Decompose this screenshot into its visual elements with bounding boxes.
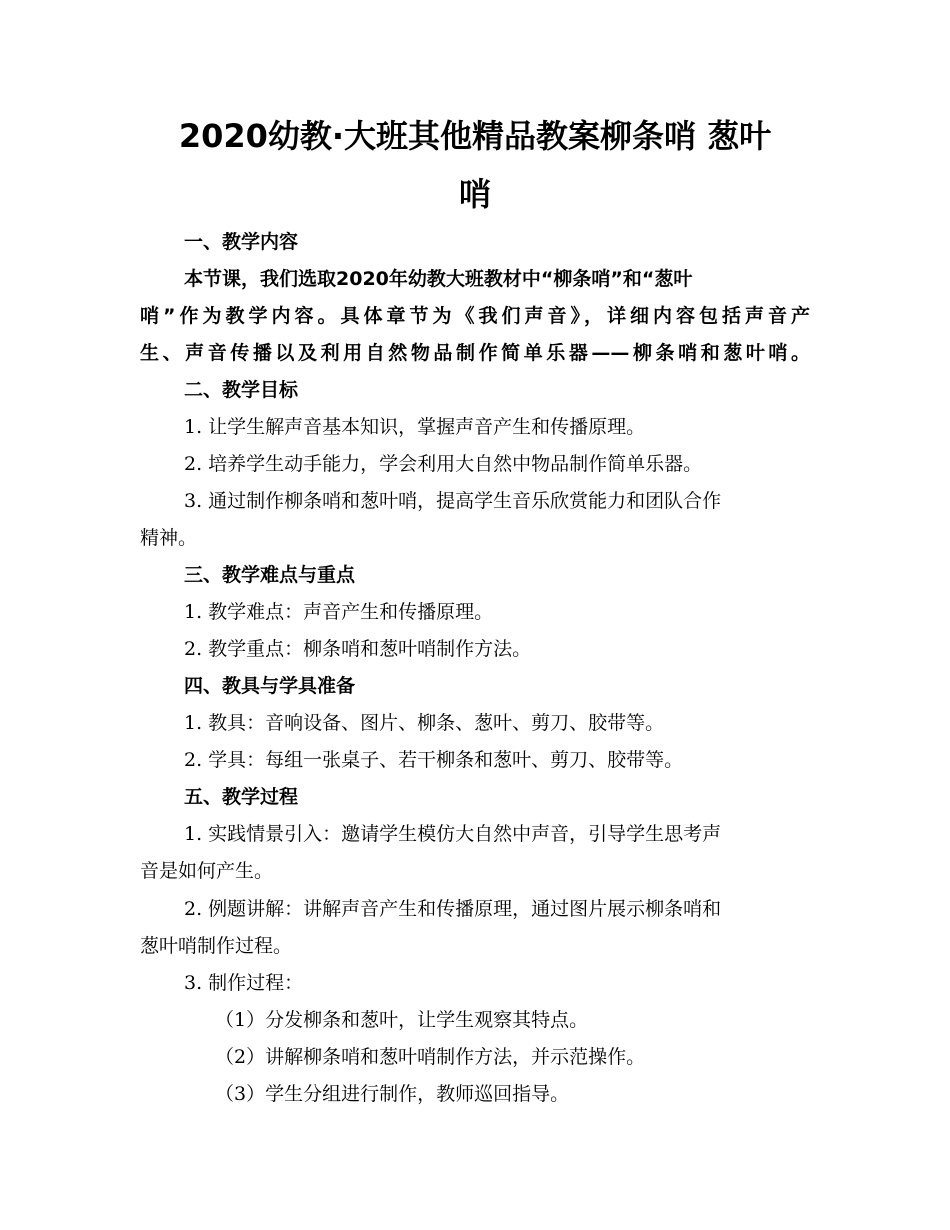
process-item-1-line-1: 1. 实践情景引入：邀请学生模仿大自然中声音，引导学生思考声 [184,823,722,845]
section-heading-tools: 四、教具与学具准备 [184,675,356,697]
content-paragraph-line-3: 生、声音传播以及利用自然物品制作简单乐器——柳条哨和葱叶哨。 [140,342,810,364]
tools-item-1: 1. 教具：音响设备、图片、柳条、葱叶、剪刀、胶带等。 [184,712,665,734]
process-item-2-line-1: 2. 例题讲解：讲解声音产生和传播原理，通过图片展示柳条哨和 [184,898,722,920]
process-subitem-3: （3）学生分组进行制作，教师巡回指导。 [215,1083,570,1105]
document-title-line-1: 2020幼教·大班其他精品教案柳条哨 葱叶 [178,117,772,155]
process-subitem-2: （2）讲解柳条哨和葱叶哨制作方法，并示范操作。 [215,1046,646,1068]
section-heading-difficulty: 三、教学难点与重点 [184,564,356,586]
content-paragraph-line-2: 哨”作为教学内容。具体章节为《我们声音》，详细内容包括声音产 [140,305,810,327]
content-paragraph-line-1: 本节课，我们选取2020年幼教大班教材中“柳条哨”和“葱叶 [184,268,693,290]
difficulty-item-1: 1. 教学难点：声音产生和传播原理。 [184,601,494,623]
section-heading-content: 一、教学内容 [184,231,299,253]
section-heading-process: 五、教学过程 [184,786,299,808]
goal-item-2: 2. 培养学生动手能力，学会利用大自然中物品制作简单乐器。 [184,453,703,475]
document-title-line-2: 哨 [458,175,491,213]
section-heading-goals: 二、教学目标 [184,379,299,401]
goal-item-1: 1. 让学生解声音基本知识，掌握声音产生和传播原理。 [184,416,646,438]
process-subitem-1: （1）分发柳条和葱叶，让学生观察其特点。 [215,1009,589,1031]
process-item-2-line-2: 葱叶哨制作过程。 [140,935,293,957]
difficulty-item-2: 2. 教学重点：柳条哨和葱叶哨制作方法。 [184,638,532,660]
goal-item-3-line-1: 3. 通过制作柳条哨和葱叶哨，提高学生音乐欣赏能力和团队合作 [184,490,722,512]
goal-item-3-line-2: 精神。 [140,527,198,549]
process-item-1-line-2: 音是如何产生。 [140,860,274,882]
process-item-3: 3. 制作过程： [184,972,304,994]
tools-item-2: 2. 学具：每组一张桌子、若干柳条和葱叶、剪刀、胶带等。 [184,749,684,771]
